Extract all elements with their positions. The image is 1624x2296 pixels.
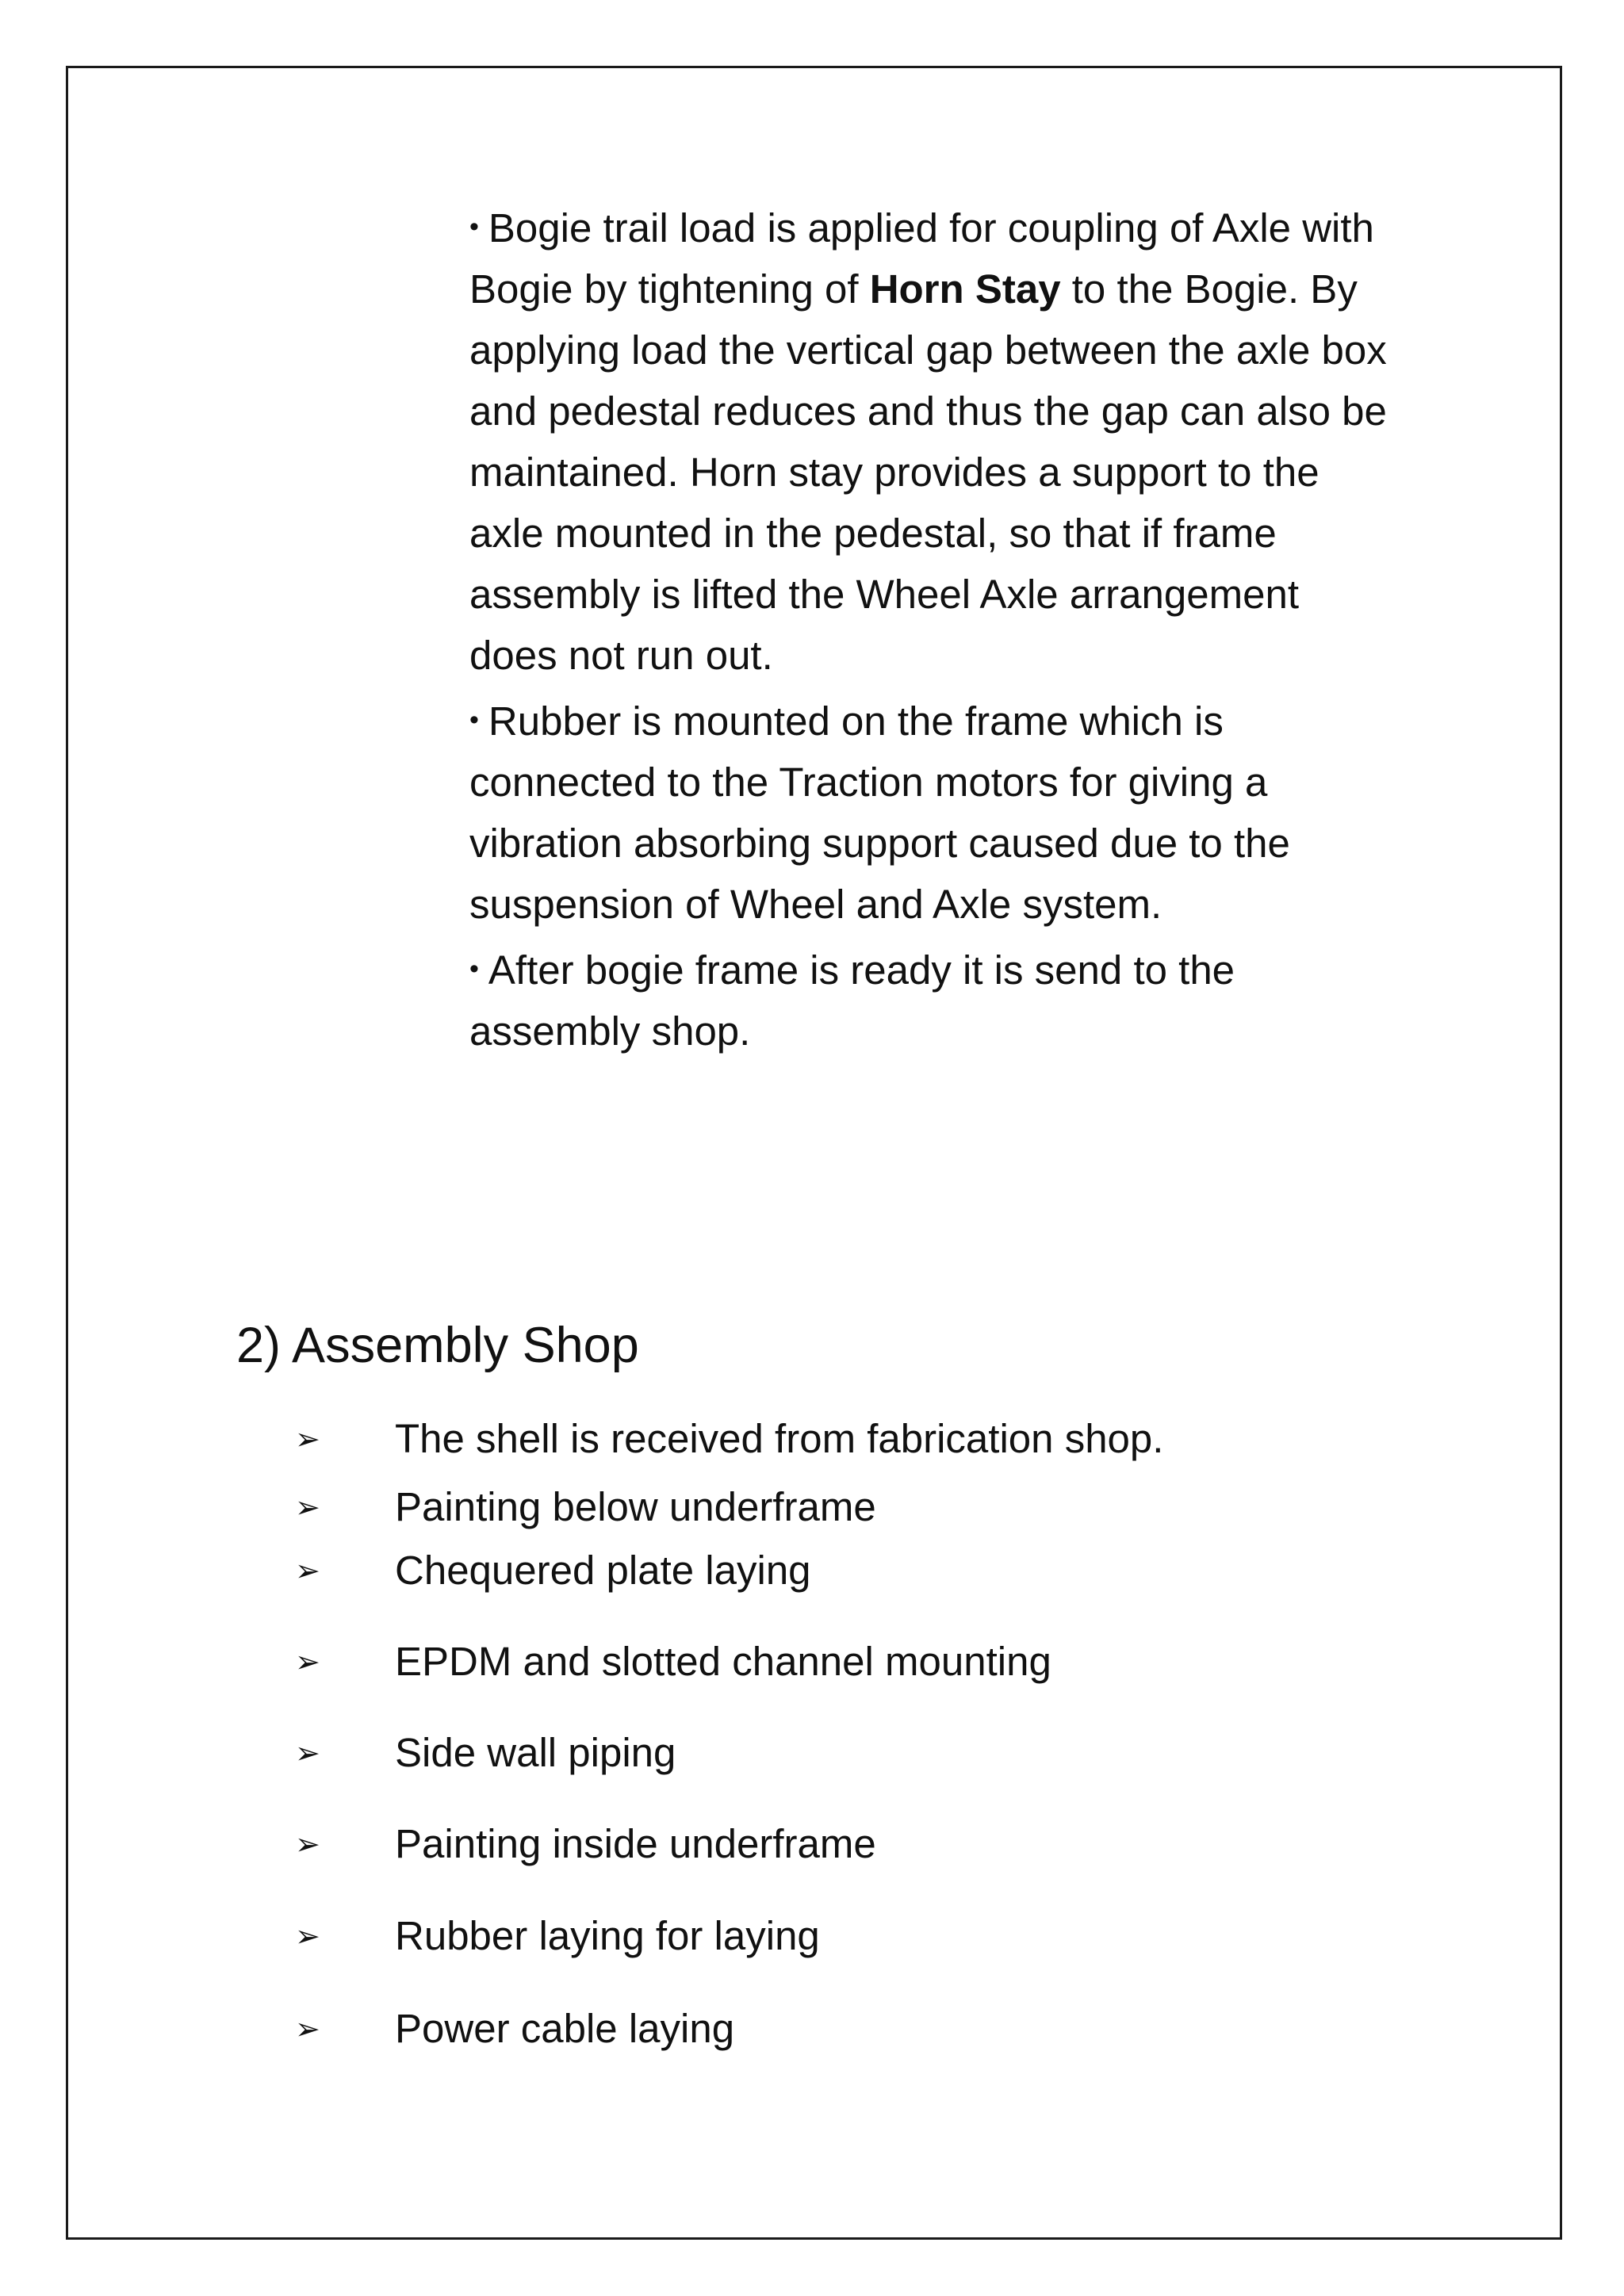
list-item-text: Power cable laying bbox=[395, 2006, 735, 2051]
list-item bbox=[295, 1634, 1051, 1689]
list-item bbox=[295, 1543, 811, 1598]
paragraph-text: to the Bogie. By applying load the vertical gap between the axle box and pedestal reduces and thus the gap can also be maintained. Horn stay provides a support to the axle mounted in the pedestal, so that if frame assembly is lifted the Wheel Axle arrangement does not run out. bbox=[469, 266, 1387, 678]
list-item bbox=[295, 2001, 734, 2057]
arrow-bullet-icon: ➢ bbox=[295, 1735, 320, 1770]
list-item-text: Painting below underframe bbox=[395, 1484, 876, 1529]
bullet-dot: • bbox=[469, 705, 479, 735]
arrow-bullet-icon: ➢ bbox=[295, 1827, 320, 1862]
bogie-bullet-block bbox=[469, 197, 1389, 1062]
arrow-bullet-icon: ➢ bbox=[295, 1919, 320, 1954]
list-item-text: Painting inside underframe bbox=[395, 1821, 876, 1866]
bogie-paragraph-assembly bbox=[469, 939, 1389, 1062]
arrow-bullet-icon: ➢ bbox=[295, 1422, 320, 1456]
list-item-text: Rubber laying for laying bbox=[395, 1913, 820, 1958]
arrow-bullet-icon: ➢ bbox=[295, 2011, 320, 2046]
list-item-text: The shell is received from fabrication shop. bbox=[395, 1416, 1164, 1461]
assembly-shop-heading: 2) Assembly Shop bbox=[236, 1318, 639, 1373]
bogie-paragraph-horn-stay bbox=[469, 197, 1389, 686]
arrow-bullet-icon: ➢ bbox=[295, 1553, 320, 1588]
horn-stay-bold-text: Horn Stay bbox=[869, 266, 1061, 312]
paragraph-text: Bogie trail load is applied for coupling of Axle with Bogie by tightening of bbox=[469, 205, 1374, 312]
list-item-text: EPDM and slotted channel mounting bbox=[395, 1639, 1051, 1684]
list-item-text: Chequered plate laying bbox=[395, 1548, 811, 1593]
list-item bbox=[295, 1479, 876, 1535]
list-item-text: Side wall piping bbox=[395, 1730, 676, 1775]
list-item bbox=[295, 1411, 1163, 1467]
list-item bbox=[295, 1908, 820, 1964]
arrow-bullet-icon: ➢ bbox=[295, 1490, 320, 1525]
bullet-dot: • bbox=[469, 954, 479, 984]
list-item bbox=[295, 1725, 676, 1781]
arrow-bullet-icon: ➢ bbox=[295, 1644, 320, 1679]
bullet-dot: • bbox=[469, 212, 479, 242]
list-item bbox=[295, 1816, 876, 1872]
paragraph-text: After bogie frame is ready it is send to the assembly shop. bbox=[469, 947, 1235, 1054]
bogie-paragraph-rubber bbox=[469, 690, 1389, 935]
paragraph-text: Rubber is mounted on the frame which is connected to the Traction motors for giving a vibration absorbing support caused due to the suspension of Wheel and Axle system. bbox=[469, 698, 1290, 927]
